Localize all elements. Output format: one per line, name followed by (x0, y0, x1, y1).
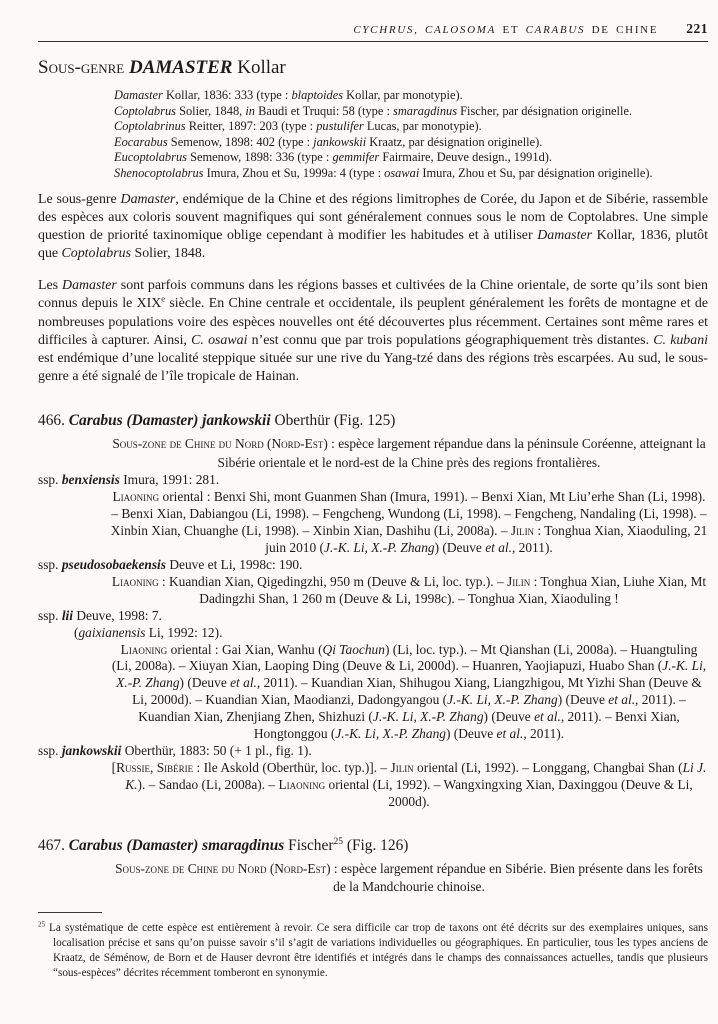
page-number: 221 (686, 21, 708, 36)
locality-records-benxiensis: Liaoning oriental : Benxi Shi, mont Guanmen Shan (Imura, 1991). – Benxi Xian, Mt Liu’erhe Shan (Li, 1998). – Benxi Xian, Dabiangou (Li, 1998). – Fengcheng, Wundong (Li, 1998). – Fengcheng, Nandaling (Li, 1998). – Xinbin Xian, Chuanghe (Li, 1998). – Xinbin Xian, Dashihu (Li, 2008a). – Jilin : Tonghua Xian, Xiaoduling, 21 juin 2010 (J.-K. Li, X.-P. Zhang) (Deuve et al., 2011). (110, 489, 708, 556)
distribution-note-467: Sous-zone de Chine du Nord (Nord-Est) : espèce largement répandue en Sibérie. Bien présente dans les forêts de la Mandchourie chinoise. (115, 860, 703, 895)
synonymy-entry: Eocarabus Semenow, 1898: 402 (type : jankowskii Kraatz, par désignation originelle). (114, 134, 543, 149)
species-heading-466: 466. Carabus (Damaster) jankowskii Oberthür (Fig. 125) (38, 412, 396, 430)
locality-records-lii: Liaoning oriental : Gai Xian, Wanhu (Qi Taochun) (Li, loc. typ.). – Mt Qianshan (Li, 2008a). – Huangtuling (Li, 2008a). – Xiuyan Xian, Laoping Ding (Deuve & Li, 2000d). – Huanren, Yaojiapuzi, Huabo Shan (J.-K. Li, X.-P. Zhang) (Deuve et al., 2011). – Kuandian Xian, Shihugou Xiang, Liangzhigou, Mt Yizhi Shan (Deuve & Li, 2000d). – Kuandian Xian, Maodianzi, Dadongyangou (J.-K. Li, X.-P. Zhang) (Deuve et al., 2011). – Kuandian Xian, Zhenjiang Zhen, Shizhuzi (J.-K. Li, X.-P. Zhang) (Deuve et al., 2011). – Benxi Xian, Hongtonggou (J.-K. Li, X.-P. Zhang) (Deuve et al., 2011). (111, 641, 707, 742)
distribution-note-466: Sous-zone de Chine du Nord (Nord-Est) : espèce largement répandue dans la péninsule Coréenne, atteignant la Sibérie orientale et le nord-est de la Chine près des regions frontalières. (112, 436, 706, 470)
running-title: CYCHRUS, CALOSOMA ET CARABUS DE CHINE (353, 24, 659, 36)
subspecies-heading-benxiensis: ssp. benxiensis Imura, 1991: 281. (38, 472, 220, 488)
footnote-25: $^{25}$ La systématique de cette espèce est entièrement à revoir. Ce sera difficile car trop de taxons ont été décrits sur des exemplaires uniques, sans localisation précise et sans qu’on puisse savoir s’il s’agit de variations individuelles ou géographiques. En particulier, tous les types anciens de Kraatz, de Séménow, de Born et de Hauser devront être identifiés et intégrés dans le champs des connaissances actuelles, tandis que plusieurs “sous-espèces” décrites récemment tomberont en synonymie. (38, 919, 708, 979)
species-section-466 (38, 412, 708, 810)
synonymy-entry: Eucoptolabrus Semenow, 1898: 336 (type : gemmifer Fairmaire, Deuve design., 1991d). (114, 150, 552, 165)
synonymy-entry: Shenocoptolabrus Imura, Zhou et Su, 1999a: 4 (type : osawai Imura, Zhou et Su, par désignation originelle). (114, 165, 653, 180)
synonymy-entry: Coptolabrinus Reitter, 1897: 203 (type : pustulifer Lucas, par monotypie). (114, 119, 482, 134)
locality-records-pseudosobaekensis: Liaoning : Kuandian Xian, Qigedingzhi, 950 m (Deuve & Li, loc. typ.). – Jilin : Tonghua Xian, Liuhe Xian, Mt Dadingzhi Shan, 1 260 m (Deuve & Li, 1998c). – Tonghua Xian, Xiaoduling ! (111, 573, 707, 606)
intro-paragraph-2: Les Damaster sont parfois communs dans les régions basses et cultivées de la Chine orientale, de sorte qu’ils sont bien connus depuis le XIXe siècle. En Chine centrale et occidentale, ils peuplent généralement les forêts de montagne et de nombreuses populations voire des espèces nouvelles ont été découvertes plus récemment. Certaines sont même rares et difficiles à capturer. Ainsi, C. osawai n’est connu que par trois populations géographiquement très distantes. C. kubani est endémique d’une localité steppique située sur une rive du Yang-tzé dans des régions très escarpées. Au sud, le sous-genre a été signalé de l’île tropicale de Hainan. (38, 278, 708, 385)
subspecies-heading-lii: ssp. lii Deuve, 1998: 7. (38, 607, 162, 623)
intro-paragraph-1: Le sous-genre Damaster, endémique de la Chine et des régions limitrophes de Corée, du Japon et de Sibérie, rassemble des espèces aux coloris souvent magnifiques qui sont généralement connues sous le nom de Coptolabres. Une simple question de priorité taxinomique oblige cependant à modifier les habitudes et à utiliser Damaster Kollar, 1836, plutôt que Coptolabrus Solier, 1848. (38, 191, 708, 262)
species-heading-467: 467. Carabus (Damaster) smaragdinus Fischer$^{25}$ (Fig. 126) (38, 835, 409, 854)
synonym-note-gaixianensis: (gaixianensis Li, 1992: 12). (74, 624, 223, 640)
subspecies-heading-pseudosobaekensis: ssp. pseudosobaekensis Deuve et Li, 1998c: 190. (38, 557, 303, 573)
page-body (38, 57, 708, 981)
locality-records-jankowskii: [Russie, Sibérie : Ile Askold (Oberthür, loc. typ.)]. – Jilin oriental (Li, 1992). – Longgang, Changbai Shan (Li J. K.). – Sandao (Li, 2008a). – Liaoning oriental (Li, 1992). – Wangxingxing Xian, Daxinggou (Deuve & Li, 2000d). (111, 759, 707, 809)
synonymy-list (114, 88, 708, 182)
subspecies-heading-jankowskii: ssp. jankowskii Oberthür, 1883: 50 (+ 1 pl., fig. 1). (38, 742, 312, 758)
footnote-separator (38, 912, 102, 913)
subgenus-title: Sous-genre DAMASTER Kollar (38, 57, 286, 78)
synonymy-entry: Damaster Kollar, 1836: 333 (type : blaptoides Kollar, par monotypie). (114, 88, 463, 102)
synonymy-entry: Coptolabrus Solier, 1848, in Baudi et Truqui: 58 (type : smaragdinus Fischer, par désignation originelle. (114, 103, 633, 118)
species-section-467 (38, 837, 708, 897)
running-header (38, 0, 708, 42)
